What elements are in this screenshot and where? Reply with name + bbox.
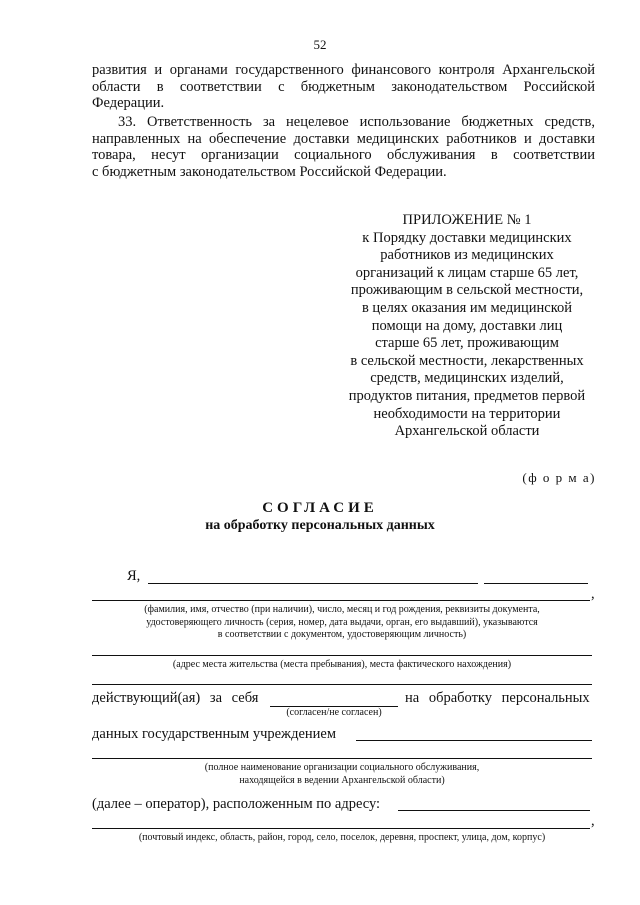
appendix-line: средств, медицинских изделий, [370, 370, 564, 387]
appendix-line: в сельской местности, лекарственных [350, 352, 584, 369]
caption-line: (фамилия, имя, отчество (при наличии), число, месяц и год рождения, реквизиты документа, [144, 604, 540, 615]
ya-label: Я, [127, 568, 141, 584]
address-line[interactable] [92, 655, 592, 656]
institution-field-line[interactable] [356, 740, 592, 741]
text-line: Федерации. [92, 95, 165, 111]
caption-line: в соответствии с документом, удостоверяющим личность) [217, 629, 467, 640]
acting-label-right: на обработку персональных [405, 690, 590, 706]
appendix-line: помощи на дому, доставки лиц [371, 317, 563, 334]
address-line-2[interactable] [92, 684, 592, 685]
appendix-line: продуктов питания, предметов первой [348, 387, 586, 404]
caption-line: удостоверяющего личность (серия, номер, дата выдачи, орган, его выдавший), указываются [146, 616, 538, 628]
caption-line: находящейся в ведении Архангельской области) [239, 774, 445, 786]
text-line: направленных на обеспечение доставки медицинских работников и доставки [92, 130, 595, 147]
comma: , [591, 586, 595, 602]
appendix-heading: ПРИЛОЖЕНИЕ № 1 [402, 212, 532, 228]
comma-2: , [591, 813, 595, 829]
form-label: (ф о р м а) [522, 470, 596, 485]
text-line: товара, несут организации социального обслуживания в соответствии [92, 147, 595, 163]
operator-label: (далее – оператор), расположенным по адресу: [92, 796, 381, 812]
document-subtitle: на обработку персональных данных [205, 518, 435, 533]
appendix-line: к Порядку доставки медицинских [362, 229, 572, 246]
name-field-line-2[interactable] [484, 583, 588, 584]
caption-consent: (согласен/не согласен) [286, 707, 382, 718]
operator-address-line-2[interactable] [92, 828, 590, 829]
acting-label: действующий(ая) за себя [92, 690, 259, 706]
paragraph-continuation [92, 62, 595, 112]
text-line: с бюджетным законодательством Российской Федерации. [92, 163, 447, 180]
appendix-line: работников из медицинских [380, 247, 554, 264]
appendix-line: Архангельской области [394, 423, 540, 440]
caption-address: (адрес места жительства (места пребывания), места фактического нахождения) [172, 659, 512, 670]
caption-person [92, 604, 592, 642]
operator-address-line[interactable] [398, 810, 590, 811]
appendix-line: организаций к лицам старше 65 лет, [355, 264, 579, 281]
text-line: области в соответствии с бюджетным законодательством Российской [92, 78, 595, 95]
appendix-line: старше 65 лет, проживающим [375, 335, 559, 352]
caption-line: (полное наименование организации социального обслуживания, [204, 762, 480, 773]
text-line: 33. Ответственность за нецелевое использование бюджетных средств, [118, 114, 595, 130]
caption-org [92, 762, 592, 787]
document-title: СОГЛАСИЕ [262, 500, 378, 516]
institution-field-line-2[interactable] [92, 758, 592, 759]
paragraph-33 [92, 114, 595, 180]
text-line: развития и органами государственного финансового контроля Архангельской [92, 62, 595, 78]
name-field-line[interactable] [148, 583, 478, 584]
person-details-line[interactable] [92, 600, 590, 601]
caption-postal: (почтовый индекс, область, район, город, село, поселок, деревня, проспект, улица, дом, корпус) [138, 832, 546, 843]
appendix-line: в целях оказания им медицинской [361, 299, 573, 316]
appendix-line: проживающим в сельской местности, [350, 282, 584, 299]
institution-label: данных государственным учреждением [92, 726, 337, 742]
appendix-line: необходимости на территории [373, 405, 561, 422]
appendix-block [332, 212, 602, 441]
page-number: 52 [313, 37, 327, 52]
